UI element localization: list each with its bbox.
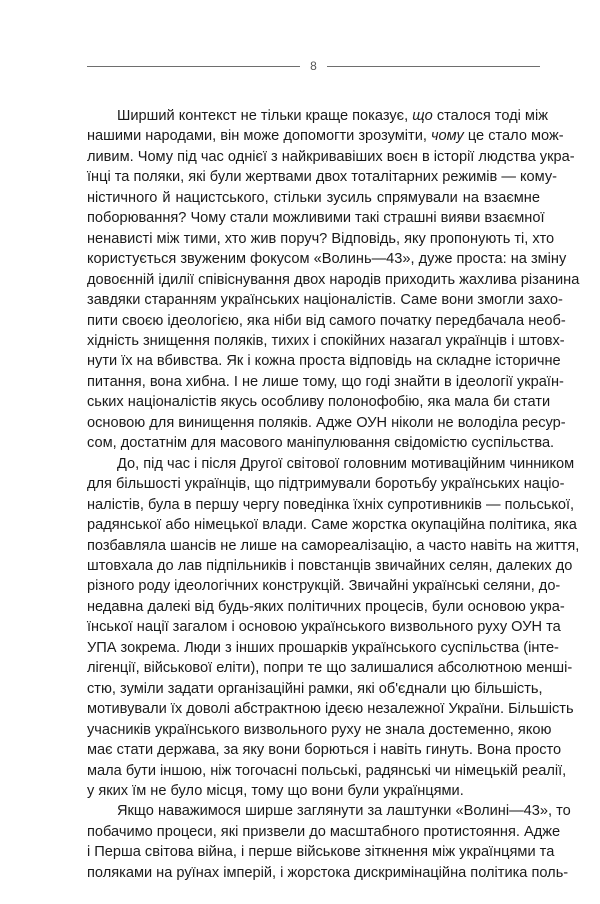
text-line: налістів, була в першу чергу поведінка їхніх супротивників — польської, (87, 496, 575, 513)
text-line: Якщо наважимося ширше заглянути за лаштунки «Волині—43», то (117, 803, 571, 820)
text-line: їнці та поляки, які були жертвами двох тоталітарних режимів — кому- (87, 169, 558, 186)
text-line: мотивували їх доволі абстрактною ідеєю незалежної України. Більшість (87, 701, 574, 718)
text-line: стю, зуміли задати організаційні рамки, які об'єднали цю більшість, (87, 680, 543, 697)
text-line: хідність знищення поляків, тихих і спокійних назагал українців і штовх- (87, 332, 565, 349)
text-line: мала бути іншою, ніж тогочасні польські, радянські чи німецькій реалії, (87, 762, 567, 779)
text-line: позбавляла шансів не лише на самореалізацію, а часто навіть на життя, (87, 537, 580, 554)
text-line: ливим. Чому під час однієї з найкривавіших воєн в історії людства укра- (87, 148, 575, 165)
text-line: користується звуженим фокусом «Волинь—43», дуже проста: на зміну (87, 251, 567, 268)
text-line: ських націоналістів якусь особливу полонофобію, яка мала би стати (87, 394, 551, 411)
text-line: довоєнній ідилії співіснування двох народів приходить жахлива різанина (87, 271, 580, 288)
paragraph (87, 454, 580, 802)
emphasis-word: що (412, 108, 433, 124)
text-line: різного роду ідеологічних конструкцій. Звичайні українські селяни, до- (87, 578, 561, 595)
text-line: для більшості українців, що підтримували боротьбу українських націо- (87, 476, 565, 493)
text-line: штовхала до лав підпільників і повстанців звичайних селян, далеких до (87, 557, 573, 574)
text-line: поляками на руїнах імперій, і жорстока дискримінаційна політика поль- (87, 864, 569, 881)
text-line: і Перша світова війна, і перше військове зіткнення між українцями та (87, 844, 555, 861)
text-line: УПА зокрема. Люди з інших прошарків українського суспільства (інте- (87, 639, 559, 656)
emphasis-word: чому (430, 128, 464, 145)
text-line: радянської або німецької влади. Саме жорстка окупаційна політика, яка (87, 517, 577, 534)
text-line: нашими народами, він може допомогти зрозуміти, чому це стало мож- (87, 128, 564, 145)
text-line: недавна далекі від будь-яких політичних процесів, були основою укра- (87, 598, 565, 615)
body-text (87, 106, 580, 883)
text-line: поборювання? Чому стали можливими такі страшні вияви взаємної (87, 210, 545, 227)
header-rule-left (87, 66, 300, 67)
text-line: має стати держава, за яку вони борються і навіть гинуть. Вона просто (87, 742, 562, 759)
text-line: Ширший контекст не тільки краще показує, що сталося тоді між (117, 108, 548, 124)
paragraph (87, 106, 580, 454)
paragraph (87, 801, 571, 883)
text-line: ністичного й нацистського, стільки зусиль спрямували на взаємне (87, 189, 540, 206)
text-line: завдяки старанням українських націоналістів. Саме вони змогли захо- (87, 292, 563, 309)
text-line: побачимо процеси, які призвели до масштабного протистояння. Адже (87, 823, 561, 840)
text-line: питання, вона хибна. І не лише тому, що годі знайти в ідеології україн- (87, 373, 564, 390)
text-line: нути їх на вбивства. Як і кожна проста відповідь на складне історичне (87, 353, 561, 370)
text-line: учасників українського визвольного руху не знала достеменно, якою (87, 721, 552, 738)
text-line: у яких їм не було місця, тому що вони були українцями. (87, 782, 464, 799)
text-line: пити своєю ідеологією, яка ніби від самого початку передбачала необ- (87, 312, 566, 329)
text-line: ненависті між тими, хто жив поруч? Відповідь, яку пропонують ті, хто (87, 230, 555, 247)
text-line: сом, достатнім для масового маніпулювання свідомістю суспільства. (87, 435, 555, 452)
header-rule-right (327, 66, 540, 67)
text-line: основою для винищення поляків. Адже ОУН ніколи не володіла ресур- (87, 414, 566, 431)
page-number: 8 (310, 59, 317, 73)
text-line: До, під час і після Другої світової головним мотиваційним чинником (117, 455, 575, 472)
text-line: їнської нації загалом і основою українського визвольного руху ОУН та (87, 619, 561, 636)
text-line: лігенції, військової еліти), попри те що залишалися абсолютною менші- (87, 660, 573, 677)
page-header (87, 58, 540, 74)
